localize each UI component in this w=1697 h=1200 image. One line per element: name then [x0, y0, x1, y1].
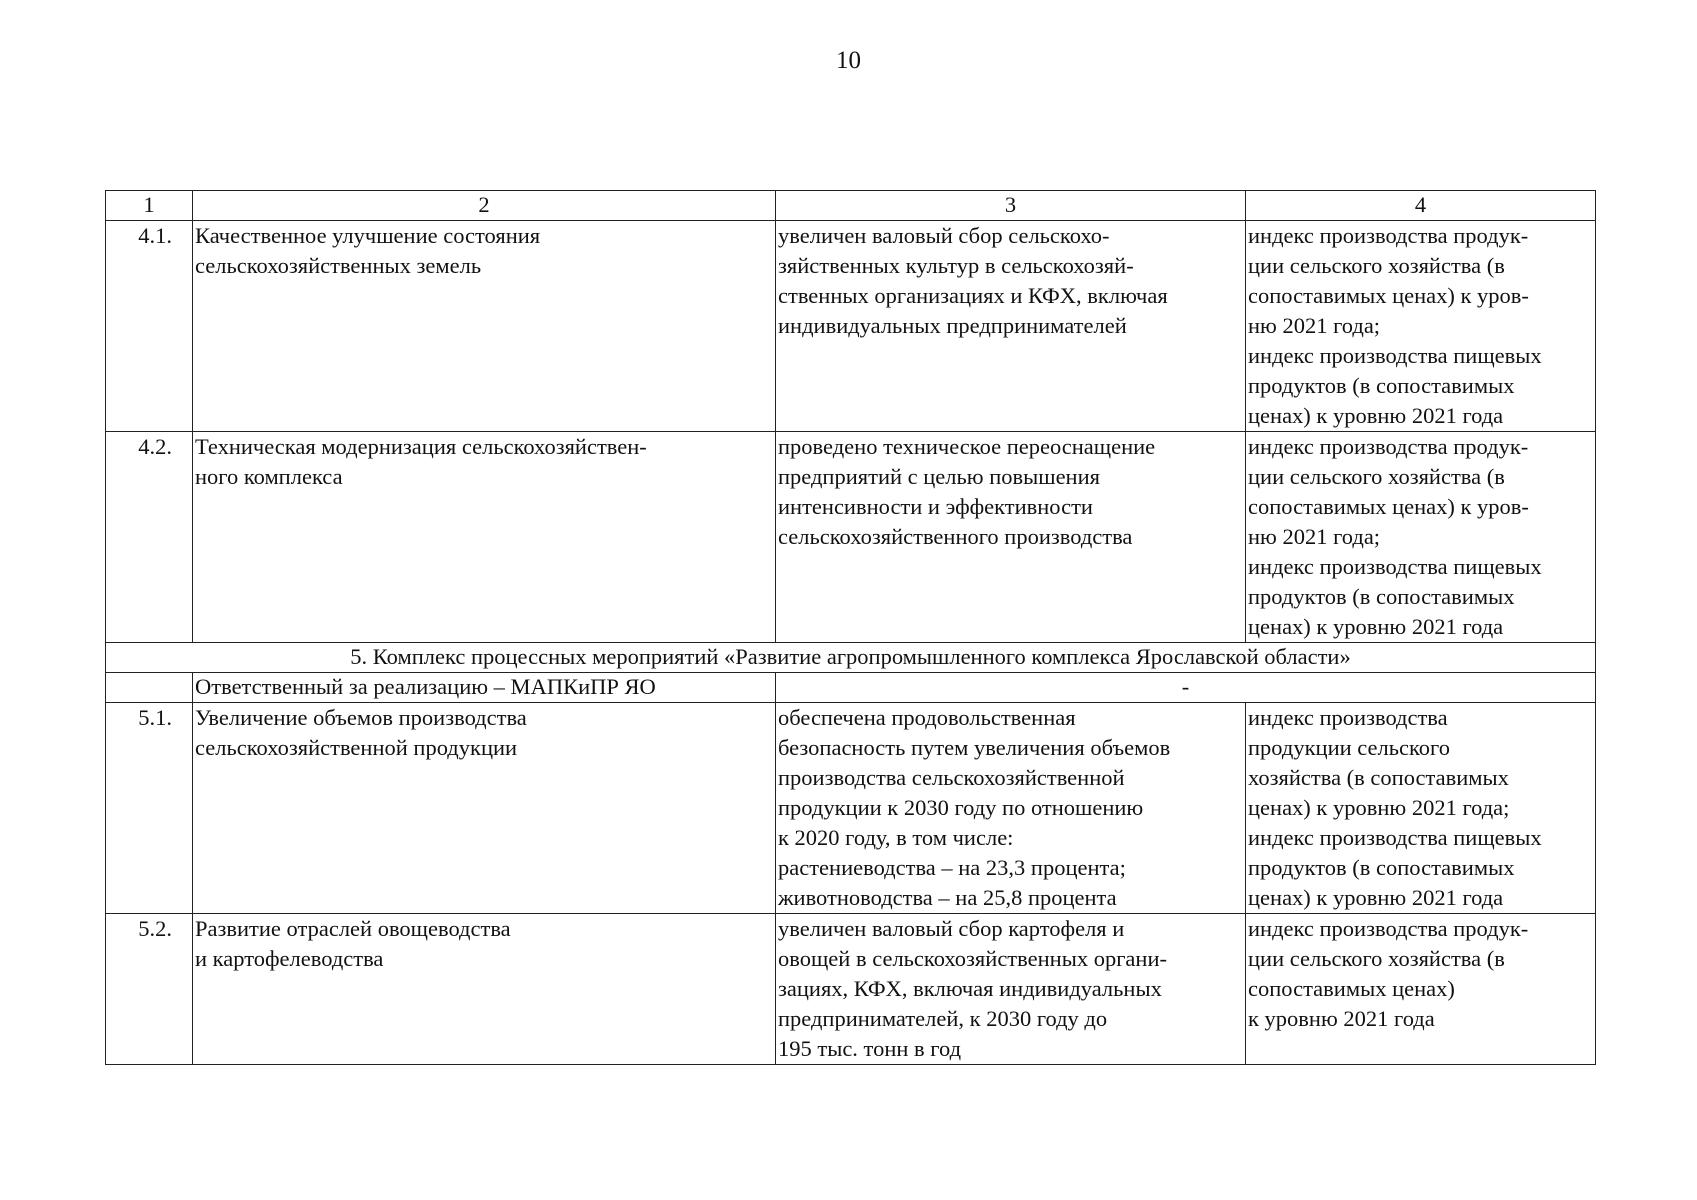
- table-header-row: [106, 191, 1596, 221]
- row-number: 5.2.: [106, 914, 193, 1065]
- responsible-empty-cell: [106, 673, 193, 703]
- measures-table: [105, 190, 1596, 1065]
- task-cell: Увеличение объемов производства сельскохозяйственной продукции: [193, 703, 776, 914]
- row-number: 4.1.: [106, 221, 193, 432]
- indicator-cell: индекс производства продук- ции сельского хозяйства (в сопоставимых ценах) к уровню 2021 года: [1246, 914, 1596, 1065]
- section-title: 5. Комплекс процессных мероприятий «Развитие агропромышленного комплекса Ярославской области»: [106, 643, 1596, 673]
- header-cell-3: 3: [776, 191, 1246, 221]
- indicator-cell: индекс производства продукции сельского хозяйства (в сопоставимых ценах) к уровню 2021 года; индекс производства пищевых продуктов (в сопоставимых ценах) к уровню 2021 года: [1246, 703, 1596, 914]
- page-number: 10: [836, 47, 861, 74]
- table-row: [106, 221, 1596, 432]
- table-row: [106, 703, 1596, 914]
- table-row: [106, 432, 1596, 643]
- result-cell: увеличен валовый сбор сельскохо- зяйственных культур в сельскохозяй- ственных организациях и КФХ, включая индивидуальных предпринимателей: [776, 221, 1246, 432]
- indicator-cell: индекс производства продук- ции сельского хозяйства (в сопоставимых ценах) к уров- ню 2021 года; индекс производства пищевых продуктов (в сопоставимых ценах) к уровню 2021 года: [1246, 432, 1596, 643]
- row-number: 4.2.: [106, 432, 193, 643]
- header-cell-2: 2: [193, 191, 776, 221]
- result-cell: проведено техническое переоснащение предприятий с целью повышения интенсивности и эффективности сельскохозяйственного производства: [776, 432, 1246, 643]
- task-cell: Развитие отраслей овощеводства и картофелеводства: [193, 914, 776, 1065]
- row-number: 5.1.: [106, 703, 193, 914]
- result-cell: увеличен валовый сбор картофеля и овощей в сельскохозяйственных органи- зациях, КФХ, включая индивидуальных предпринимателей, к 2030 году до 195 тыс. тонн в год: [776, 914, 1246, 1065]
- task-cell: Качественное улучшение состояния сельскохозяйственных земель: [193, 221, 776, 432]
- header-cell-4: 4: [1246, 191, 1596, 221]
- task-cell: Техническая модернизация сельскохозяйствен- ного комплекса: [193, 432, 776, 643]
- responsible-row: [106, 673, 1596, 703]
- responsible-value: -: [776, 673, 1596, 703]
- section-row: [106, 643, 1596, 673]
- header-cell-1: 1: [106, 191, 193, 221]
- indicator-cell: индекс производства продук- ции сельского хозяйства (в сопоставимых ценах) к уров- ню 2021 года; индекс производства пищевых продуктов (в сопоставимых ценах) к уровню 2021 года: [1246, 221, 1596, 432]
- table-row: [106, 914, 1596, 1065]
- result-cell: обеспечена продовольственная безопасность путем увеличения объемов производства сельскохозяйственной продукции к 2030 году по отношению к 2020 году, в том числе: растениеводства – на 23,3 процента; животноводства – на 25,8 процента: [776, 703, 1246, 914]
- responsible-label: Ответственный за реализацию – МАПКиПР ЯО: [193, 673, 776, 703]
